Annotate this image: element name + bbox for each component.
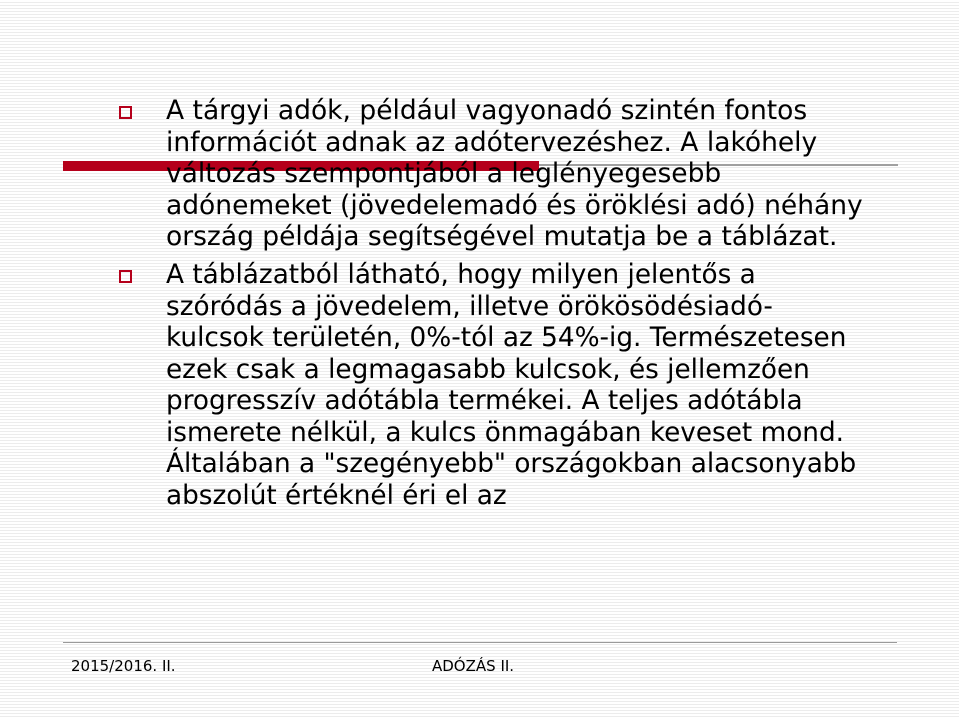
footer-divider [63,642,897,643]
bullet-text: A tárgyi adók, például vagyonadó szintén fontos információt adnak az adótervezéshez. A lakóhely változás szempontjából a leglényegesebb adónemeket (jövedelemadó és öröklési adó) néhány ország példája segítségével mutatja be a táblázat. [166,95,863,252]
hollow-square-bullet-icon [119,270,132,283]
footer-date: 2015/2016. II. [71,657,176,675]
bullet-text: A táblázatból látható, hogy milyen jelentős a szóródás a jövedelem, illetve örökösödésiadó- kulcsok területén, 0%-tól az 54%-ig. Természetesen ezek csak a legmagasabb kulcsok, és jellemzően progresszív adótábla termékei. A teljes adótábla ismerete nélkül, a kulcs önmagában keveset mond. Általában a "szegényebb" országokban alacsonyabb abszolút értéknél éri el az [166,260,857,511]
hollow-square-bullet-icon [119,106,132,119]
footer-title: ADÓZÁS II. [432,657,515,675]
